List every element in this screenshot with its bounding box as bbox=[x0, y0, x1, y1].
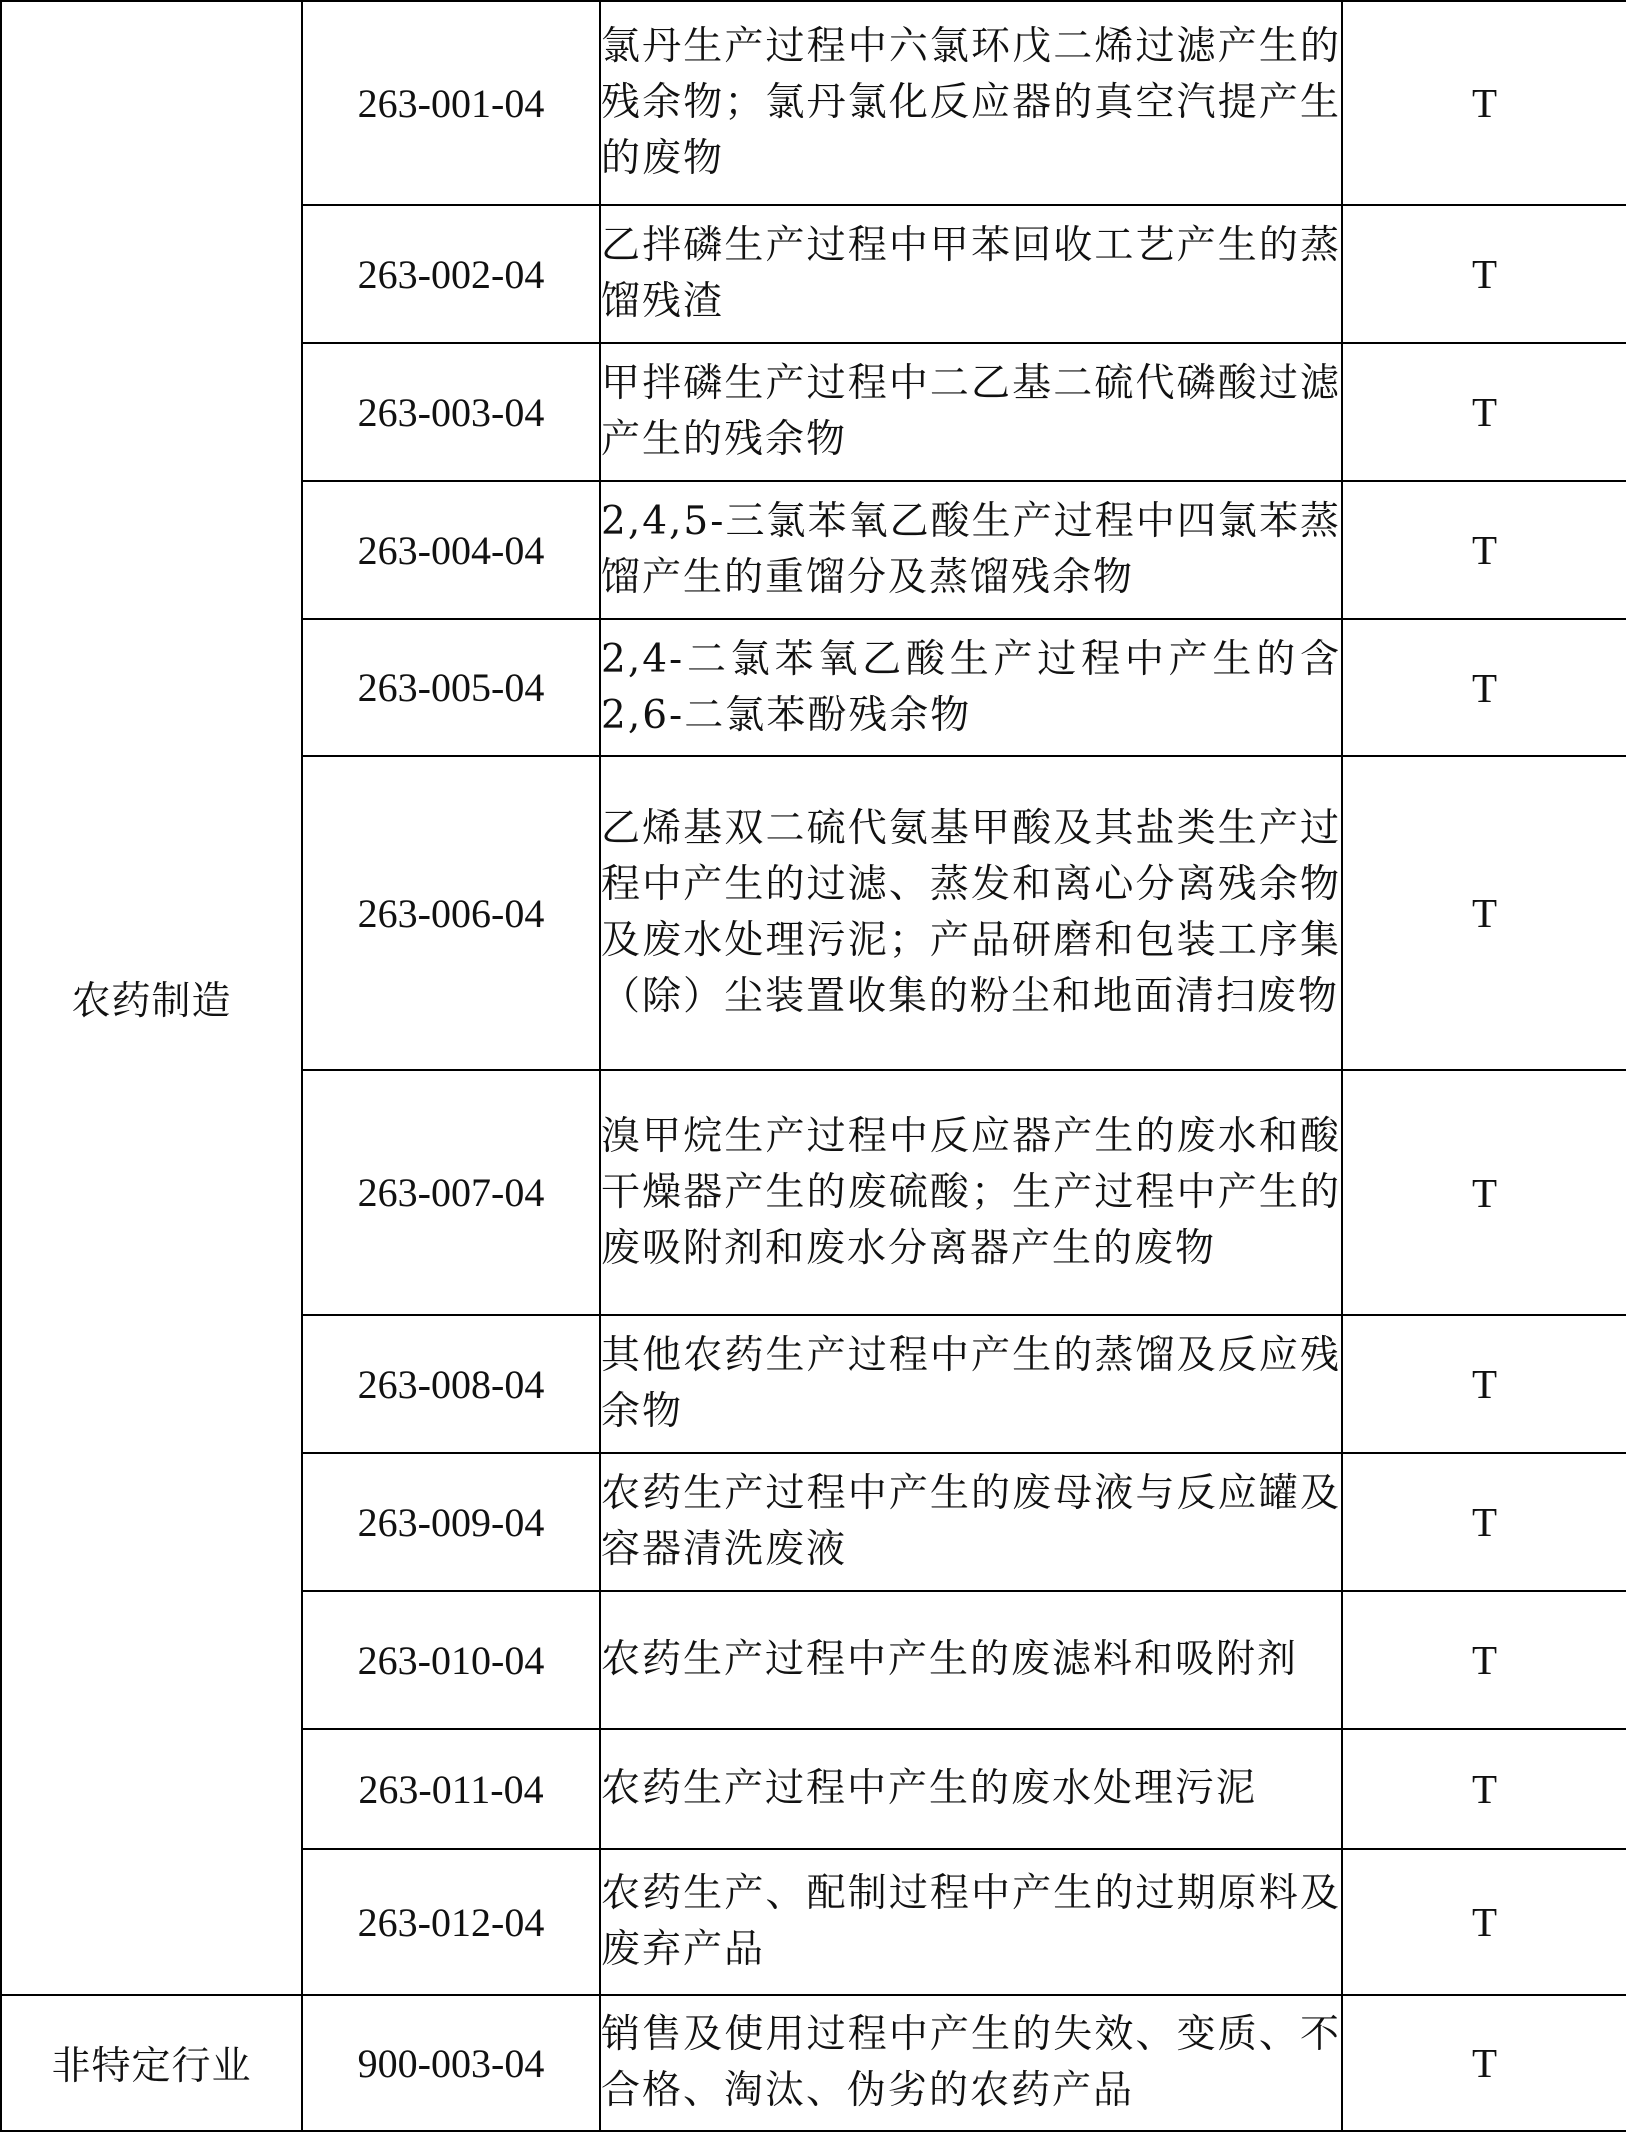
waste-code: 263-011-04 bbox=[302, 1729, 600, 1849]
industry-cell: 农药制造 bbox=[1, 1, 302, 1995]
hazard-characteristic: T bbox=[1342, 1849, 1626, 1995]
waste-code: 263-005-04 bbox=[302, 619, 600, 756]
hazard-characteristic: T bbox=[1342, 619, 1626, 756]
waste-description: 农药生产过程中产生的废水处理污泥 bbox=[600, 1729, 1342, 1849]
industry-cell: 非特定行业 bbox=[1, 1995, 302, 2131]
waste-code: 900-003-04 bbox=[302, 1995, 600, 2131]
waste-description: 氯丹生产过程中六氯环戊二烯过滤产生的残余物；氯丹氯化反应器的真空汽提产生的废物 bbox=[600, 1, 1342, 205]
waste-code: 263-007-04 bbox=[302, 1070, 600, 1315]
waste-description: 农药生产过程中产生的废滤料和吸附剂 bbox=[600, 1591, 1342, 1729]
hazard-characteristic: T bbox=[1342, 1315, 1626, 1453]
waste-description: 溴甲烷生产过程中反应器产生的废水和酸干燥器产生的废硫酸；生产过程中产生的废吸附剂和废水分离器产生的废物 bbox=[600, 1070, 1342, 1315]
table-body bbox=[1, 1, 1626, 2131]
waste-description: 农药生产、配制过程中产生的过期原料及废弃产品 bbox=[600, 1849, 1342, 1995]
table-row bbox=[1, 1, 1626, 205]
waste-code: 263-002-04 bbox=[302, 205, 600, 343]
waste-description: 其他农药生产过程中产生的蒸馏及反应残余物 bbox=[600, 1315, 1342, 1453]
waste-code: 263-001-04 bbox=[302, 1, 600, 205]
waste-description: 乙拌磷生产过程中甲苯回收工艺产生的蒸馏残渣 bbox=[600, 205, 1342, 343]
hazard-characteristic: T bbox=[1342, 756, 1626, 1070]
hazard-characteristic: T bbox=[1342, 343, 1626, 481]
waste-description: 甲拌磷生产过程中二乙基二硫代磷酸过滤产生的残余物 bbox=[600, 343, 1342, 481]
waste-description: 乙烯基双二硫代氨基甲酸及其盐类生产过程中产生的过滤、蒸发和离心分离残余物及废水处理污泥；产品研磨和包装工序集（除）尘装置收集的粉尘和地面清扫废物 bbox=[600, 756, 1342, 1070]
hazard-characteristic: T bbox=[1342, 1, 1626, 205]
waste-code: 263-008-04 bbox=[302, 1315, 600, 1453]
hazard-characteristic: T bbox=[1342, 481, 1626, 619]
waste-description: 2,4,5-三氯苯氧乙酸生产过程中四氯苯蒸馏产生的重馏分及蒸馏残余物 bbox=[600, 481, 1342, 619]
waste-code: 263-003-04 bbox=[302, 343, 600, 481]
waste-code: 263-009-04 bbox=[302, 1453, 600, 1591]
hazard-characteristic: T bbox=[1342, 1729, 1626, 1849]
hazard-characteristic: T bbox=[1342, 1070, 1626, 1315]
waste-code: 263-006-04 bbox=[302, 756, 600, 1070]
waste-code: 263-010-04 bbox=[302, 1591, 600, 1729]
waste-code: 263-012-04 bbox=[302, 1849, 600, 1995]
table-row bbox=[1, 1995, 1626, 2131]
hazard-characteristic: T bbox=[1342, 1995, 1626, 2131]
waste-description: 2,4-二氯苯氧乙酸生产过程中产生的含 2,6-二氯苯酚残余物 bbox=[600, 619, 1342, 756]
hazard-characteristic: T bbox=[1342, 205, 1626, 343]
waste-description: 农药生产过程中产生的废母液与反应罐及容器清洗废液 bbox=[600, 1453, 1342, 1591]
hazard-characteristic: T bbox=[1342, 1591, 1626, 1729]
waste-description: 销售及使用过程中产生的失效、变质、不合格、淘汰、伪劣的农药产品 bbox=[600, 1995, 1342, 2131]
waste-code: 263-004-04 bbox=[302, 481, 600, 619]
hazard-characteristic: T bbox=[1342, 1453, 1626, 1591]
